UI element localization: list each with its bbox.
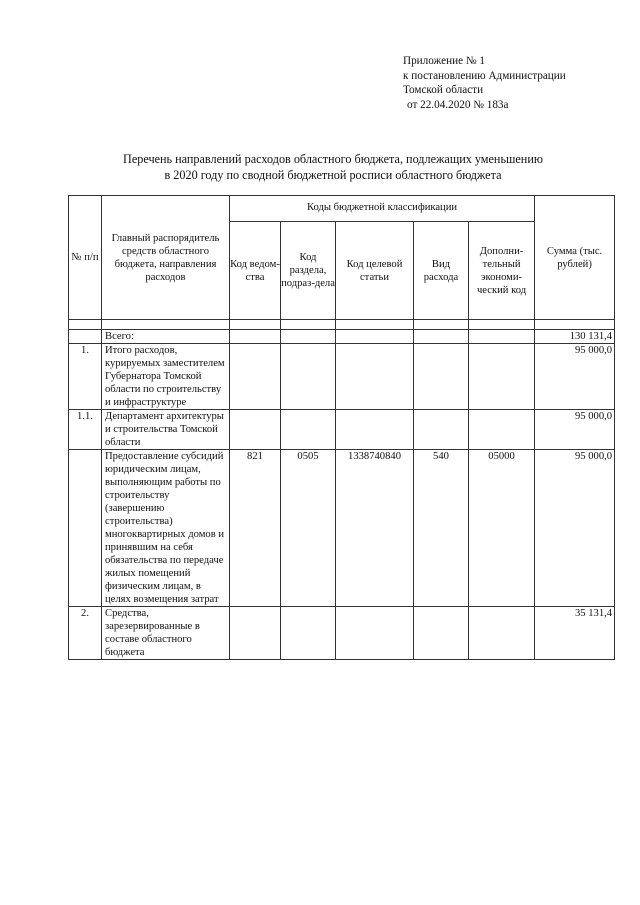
header-target: Код целевой статьи [336, 222, 414, 320]
table-row [69, 450, 615, 607]
row-dop [469, 410, 535, 450]
row-vid: 540 [414, 450, 469, 607]
row-sum: 95 000,0 [535, 450, 615, 607]
row-vid [414, 344, 469, 410]
row-sum: 95 000,0 [535, 410, 615, 450]
row-razdel [281, 344, 336, 410]
row-target: 1338740840 [336, 450, 414, 607]
row-sum: 35 131,4 [535, 607, 615, 660]
document-title [60, 151, 606, 183]
row-dop [469, 607, 535, 660]
title-line-2: в 2020 году по сводной бюджетной росписи областного бюджета [164, 168, 502, 182]
row-vid [414, 607, 469, 660]
row-target [336, 344, 414, 410]
row-sum: 95 000,0 [535, 344, 615, 410]
header-num: № п/п [69, 196, 102, 320]
row-name: Предоставление субсидий юридическим лицам, выполняющим работы по строительству (завершению строительства) многоквартирных домов и принявшим на себя обязательства по передаче жилых помещений физическим лицам, в целях возмещения затрат [102, 450, 230, 607]
appendix-line-2: к постановлению Администрации [403, 69, 566, 82]
row-name: Итого расходов, курируемых заместителем Губернатора Томской области по строительству и инфраструктуре [102, 344, 230, 410]
row-target [336, 607, 414, 660]
row-target [336, 410, 414, 450]
header-dop: Дополни-тельный экономи-ческий код [469, 222, 535, 320]
row-ved [230, 607, 281, 660]
appendix-header [403, 54, 566, 112]
appendix-line-3: Томской области [403, 84, 484, 97]
header-codes-group: Коды бюджетной классификации [230, 196, 535, 222]
total-label: Всего: [102, 330, 230, 344]
budget-table [68, 195, 615, 660]
header-razdel: Код раздела, подраз-дела [281, 222, 336, 320]
header-ved: Код ведом-ства [230, 222, 281, 320]
row-num: 2. [69, 607, 102, 660]
row-dop [469, 344, 535, 410]
row-name: Средства, зарезервированные в составе областного бюджета [102, 607, 230, 660]
title-line-1: Перечень направлений расходов областного бюджета, подлежащих уменьшению [123, 152, 543, 166]
row-razdel [281, 607, 336, 660]
header-sum: Сумма (тыс. рублей) [535, 196, 615, 320]
table-row [69, 344, 615, 410]
row-ved: 821 [230, 450, 281, 607]
row-vid [414, 410, 469, 450]
appendix-line-4: от 22.04.2020 № 183а [407, 98, 509, 111]
row-num: 1. [69, 344, 102, 410]
spacer-row [69, 320, 615, 330]
row-ved [230, 344, 281, 410]
row-name: Департамент архитектуры и строительства Томской области [102, 410, 230, 450]
row-dop: 05000 [469, 450, 535, 607]
total-sum: 130 131,4 [535, 330, 615, 344]
table-row [69, 607, 615, 660]
row-ved [230, 410, 281, 450]
row-num: 1.1. [69, 410, 102, 450]
header-recipient: Главный распорядитель средств областного бюджета, направления расходов [102, 196, 230, 320]
row-razdel: 0505 [281, 450, 336, 607]
total-row [69, 330, 615, 344]
row-razdel [281, 410, 336, 450]
row-num [69, 450, 102, 607]
header-vid: Вид расхода [414, 222, 469, 320]
table-row [69, 410, 615, 450]
appendix-line-1: Приложение № 1 [403, 55, 485, 67]
